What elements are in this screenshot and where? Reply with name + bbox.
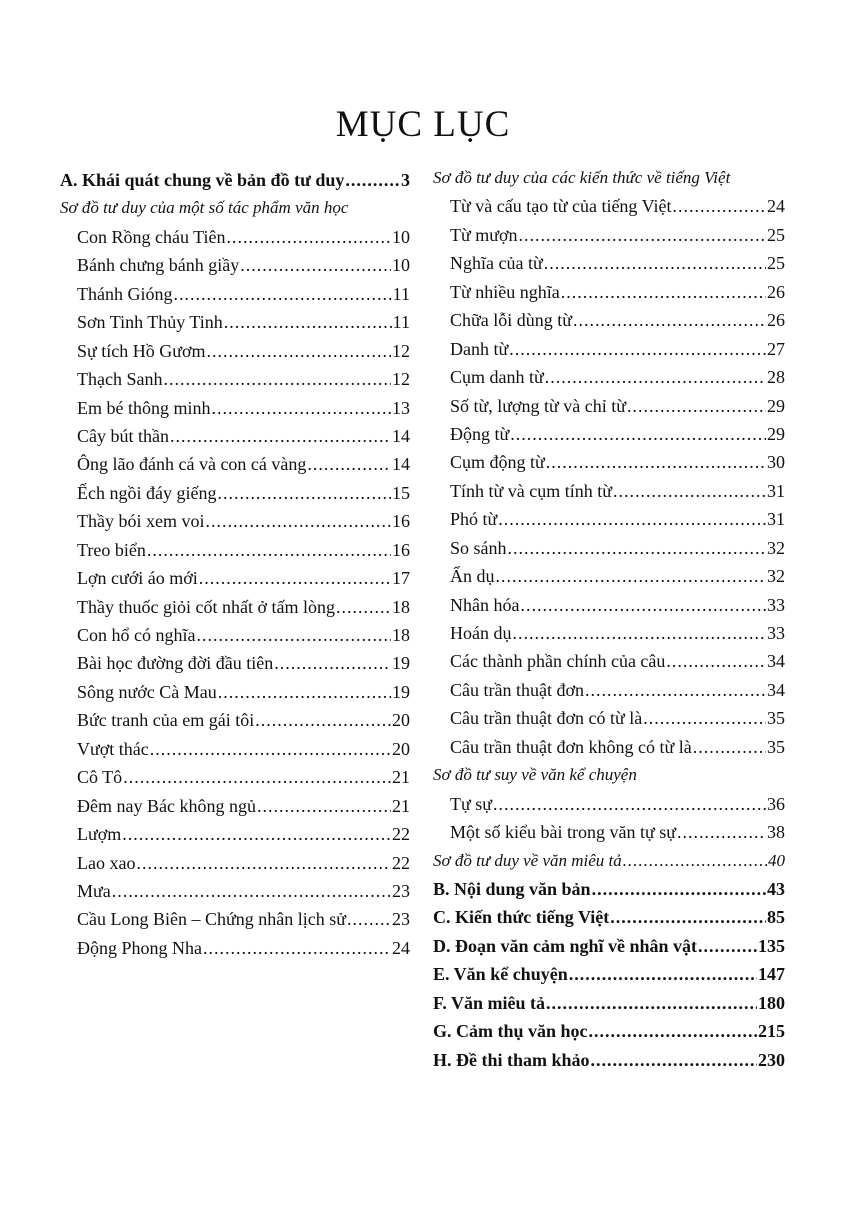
toc-page-number: 38	[767, 822, 785, 843]
dot-leader	[627, 392, 766, 420]
dot-leader	[217, 479, 391, 507]
dot-leader	[197, 621, 392, 649]
toc-page-number: 147	[758, 964, 785, 985]
toc-page-number: 29	[767, 423, 785, 444]
toc-page-number: 35	[767, 708, 785, 729]
toc-left-column	[60, 166, 410, 962]
toc-entry[interactable]	[433, 278, 785, 306]
toc-page-number: 40	[768, 850, 785, 870]
toc-entry-title: Câu trần thuật đơn	[450, 679, 584, 700]
toc-entry[interactable]	[433, 704, 785, 732]
toc-page-number: 135	[758, 935, 785, 956]
toc-entry-title: C. Kiến thức tiếng Việt	[433, 907, 610, 928]
toc-entry[interactable]	[60, 905, 410, 933]
toc-entry-title: Vượt thác	[77, 738, 149, 759]
toc-entry[interactable]	[60, 706, 410, 734]
dot-leader	[173, 280, 391, 308]
dot-leader	[510, 420, 766, 448]
toc-entry-title: Tính từ và cụm tính từ	[450, 480, 612, 501]
toc-entry-title: Từ nhiều nghĩa	[450, 281, 560, 302]
toc-page-number: 19	[392, 681, 410, 702]
toc-entry-title: Con Rồng cháu Tiên	[77, 226, 226, 247]
dot-leader	[573, 306, 766, 334]
dot-leader	[569, 960, 757, 988]
toc-entry-title: E. Văn kể chuyện	[433, 964, 568, 985]
toc-entry-title: Các thành phần chính của câu	[450, 651, 666, 672]
toc-section-entry[interactable]	[433, 960, 785, 988]
dot-leader	[613, 477, 766, 505]
toc-entry[interactable]	[433, 591, 785, 619]
toc-entry-title: D. Đoạn văn cảm nghĩ về nhân vật	[433, 935, 698, 956]
toc-page-number: 25	[767, 224, 785, 245]
toc-right-column	[433, 164, 785, 1074]
toc-entry[interactable]	[60, 223, 410, 251]
toc-entry-title: Mưa	[77, 880, 111, 901]
toc-page-number: 20	[392, 738, 410, 759]
toc-section-entry[interactable]	[433, 989, 785, 1017]
dot-leader	[513, 619, 767, 647]
dot-leader	[170, 422, 391, 450]
toc-entry-title: G. Cảm thụ văn học	[433, 1021, 588, 1042]
toc-entry-title: Lợn cưới áo mới	[77, 568, 198, 589]
toc-entry-title: Một số kiểu bài trong văn tự sự	[450, 822, 676, 843]
toc-page-number: 34	[767, 651, 785, 672]
toc-entry[interactable]	[60, 536, 410, 564]
toc-entry-title: Đêm nay Bác không ngủ	[77, 795, 256, 816]
toc-page-number: 33	[767, 623, 785, 643]
toc-page-number: 14	[392, 454, 410, 475]
dot-leader	[519, 221, 766, 249]
toc-page-number: 22	[392, 824, 410, 845]
toc-entry[interactable]	[433, 676, 785, 704]
toc-section-entry[interactable]	[433, 1046, 785, 1074]
toc-entry[interactable]	[433, 420, 785, 448]
toc-page-number: 35	[767, 736, 785, 757]
dot-leader	[509, 335, 766, 363]
dot-leader	[122, 820, 391, 848]
dot-leader	[203, 934, 391, 962]
toc-entry-title: Thánh Gióng	[77, 283, 173, 304]
toc-entry[interactable]	[60, 792, 410, 820]
toc-entry-title: Phó từ	[450, 509, 498, 530]
toc-page-number: 22	[392, 852, 410, 873]
dot-leader	[345, 166, 400, 194]
dot-leader	[224, 308, 392, 336]
toc-page-number: 13	[392, 397, 410, 418]
dot-leader	[673, 192, 766, 220]
dot-leader	[585, 676, 766, 704]
toc-page-number: 15	[392, 482, 410, 503]
toc-entry-title: Thầy thuốc giỏi cốt nhất ở tấm lòng	[77, 596, 335, 617]
dot-leader	[123, 763, 391, 791]
dot-leader	[693, 733, 766, 761]
toc-entry-title: Thạch Sanh	[77, 369, 163, 390]
dot-leader	[677, 818, 766, 846]
toc-entry-title: Nghĩa của từ	[450, 253, 543, 274]
toc-entry[interactable]	[60, 735, 410, 763]
toc-entry-title: Em bé thông minh	[77, 397, 211, 418]
toc-page-number: 20	[392, 710, 410, 731]
toc-page-number: 180	[758, 992, 785, 1013]
toc-entry[interactable]	[60, 877, 410, 905]
toc-entry[interactable]	[60, 251, 410, 279]
toc-page-number: 21	[392, 795, 410, 816]
toc-page-number: 215	[758, 1021, 785, 1042]
toc-entry-title: Ẩn dụ	[450, 566, 495, 587]
toc-entry[interactable]	[60, 678, 410, 706]
toc-entry-title: A. Khái quát chung về bản đồ tư duy	[60, 170, 345, 190]
toc-entry-title: Sơ đồ tư suy về văn kể chuyện	[433, 765, 637, 785]
dot-leader	[508, 534, 766, 562]
toc-page-number: 30	[767, 452, 785, 473]
toc-entry-title: B. Nội dung văn bản	[433, 878, 591, 899]
toc-entry-title: Ông lão đánh cá và con cá vàng	[77, 454, 307, 475]
dot-leader	[592, 875, 766, 903]
dot-leader	[112, 877, 391, 905]
toc-entry-title: Bài học đường đời đầu tiên	[77, 653, 274, 674]
dot-leader	[212, 394, 392, 422]
dot-leader	[227, 223, 391, 251]
toc-page-number: 31	[767, 480, 785, 501]
toc-page-number: 21	[392, 767, 410, 788]
dot-leader	[255, 706, 391, 734]
toc-entry-title: Bánh chưng bánh giầy	[77, 255, 240, 276]
toc-page-number: 10	[392, 226, 410, 247]
toc-page-number: 24	[767, 196, 785, 217]
toc-entry-title: Cụm động từ	[450, 452, 545, 473]
toc-entry-title: Lượm	[77, 824, 122, 845]
toc-entry[interactable]	[60, 564, 410, 592]
toc-page-number: 10	[392, 255, 410, 276]
dot-leader	[666, 647, 766, 675]
dot-leader	[199, 564, 391, 592]
toc-entry-title: Động Phong Nha	[77, 937, 202, 958]
toc-section-entry[interactable]	[433, 903, 785, 931]
toc-page-number: 11	[392, 283, 410, 304]
toc-entry[interactable]	[433, 249, 785, 277]
dot-leader	[147, 536, 391, 564]
toc-entry-title: Số từ, lượng từ và chỉ từ	[450, 395, 627, 416]
toc-entry-title: Động từ	[450, 423, 510, 444]
dot-leader	[610, 903, 766, 931]
toc-subheading[interactable]	[433, 164, 785, 192]
toc-entry[interactable]	[433, 192, 785, 220]
toc-entry[interactable]	[433, 619, 785, 647]
toc-entry[interactable]	[60, 308, 410, 336]
toc-entry-title: Câu trần thuật đơn không có từ là	[450, 736, 692, 757]
toc-entry[interactable]	[433, 733, 785, 761]
toc-entry[interactable]	[60, 337, 410, 365]
toc-entry-title: So sánh	[450, 537, 507, 558]
toc-page-number: 32	[767, 537, 785, 558]
toc-page-number: 26	[767, 281, 785, 302]
toc-entry[interactable]	[60, 507, 410, 535]
dot-leader	[698, 932, 757, 960]
toc-page-number: 18	[392, 625, 410, 645]
toc-page-number: 19	[392, 653, 410, 674]
toc-entry[interactable]	[433, 392, 785, 420]
toc-entry[interactable]	[433, 448, 785, 476]
toc-page-number: 25	[767, 253, 785, 274]
dot-leader	[544, 249, 766, 277]
toc-entry[interactable]	[433, 562, 785, 590]
dot-leader	[218, 678, 391, 706]
toc-entry-title: Sơ đồ tư duy của các kiến thức về tiếng Việt	[433, 168, 731, 187]
toc-entry-title: Sơ đồ tư duy của một số tác phẩm văn học	[60, 198, 349, 218]
toc-entry[interactable]	[60, 593, 410, 621]
dot-leader	[205, 507, 391, 535]
toc-entry[interactable]	[60, 849, 410, 877]
page-title: MỤC LỤC	[335, 103, 511, 145]
toc-page-number: 29	[767, 395, 785, 416]
toc-entry[interactable]	[60, 934, 410, 962]
toc-entry[interactable]	[60, 649, 410, 677]
toc-entry-title: Sơ đồ tư duy về văn miêu tả	[433, 850, 622, 870]
toc-entry-title: F. Văn miêu tả	[433, 992, 546, 1013]
toc-page-number: 43	[767, 878, 785, 899]
toc-entry-title: Danh từ	[450, 338, 509, 359]
toc-page-number: 11	[392, 312, 410, 333]
toc-section-entry[interactable]	[433, 932, 785, 960]
toc-section-entry[interactable]	[60, 166, 410, 194]
dot-leader	[307, 450, 391, 478]
toc-page-number: 28	[767, 367, 785, 388]
toc-entry-title: Lao xao	[77, 852, 136, 873]
toc-entry-title: Tự sự	[450, 793, 493, 814]
toc-page-number: 26	[767, 310, 785, 331]
toc-page-number: 23	[392, 880, 410, 901]
toc-page-number: 33	[767, 594, 785, 615]
dot-leader	[257, 792, 391, 820]
dot-leader	[493, 790, 766, 818]
toc-entry[interactable]	[433, 335, 785, 363]
toc-entry-title: Sự tích Hồ Gươm	[77, 340, 206, 361]
toc-entry[interactable]	[60, 621, 410, 649]
toc-entry-title: Câu trần thuật đơn có từ là	[450, 708, 643, 729]
dot-leader	[150, 735, 391, 763]
toc-entry[interactable]	[60, 422, 410, 450]
toc-page-number: 34	[767, 679, 785, 700]
dot-leader	[546, 989, 757, 1017]
toc-entry[interactable]	[60, 763, 410, 791]
toc-page-number: 17	[392, 568, 410, 589]
toc-entry[interactable]	[433, 534, 785, 562]
toc-entry-title: Thầy bói xem voi	[77, 511, 205, 532]
toc-entry[interactable]	[433, 221, 785, 249]
toc-page-number: 32	[767, 566, 785, 587]
toc-entry-title: Hoán dụ	[450, 623, 512, 643]
toc-entry-title: Cô Tô	[77, 767, 123, 788]
toc-entry-title: Con hổ có nghĩa	[77, 625, 196, 645]
toc-entry[interactable]	[60, 479, 410, 507]
toc-page-number: 23	[392, 909, 410, 930]
dot-leader	[336, 593, 391, 621]
toc-entry-title: Cầu Long Biên – Chứng nhân lịch sử	[77, 909, 346, 930]
toc-entry-title: Bức tranh của em gái tôi	[77, 710, 255, 731]
toc-entry[interactable]	[433, 790, 785, 818]
toc-entry-title: Từ mượn	[450, 224, 518, 245]
dot-leader	[643, 704, 766, 732]
dot-leader	[347, 905, 391, 933]
dot-leader	[496, 562, 767, 590]
toc-entry[interactable]	[433, 477, 785, 505]
toc-entry[interactable]	[60, 820, 410, 848]
toc-entry[interactable]	[60, 365, 410, 393]
toc-page-number: 31	[767, 509, 785, 530]
dot-leader	[274, 649, 391, 677]
toc-page-number: 36	[767, 793, 785, 814]
toc-page-number: 3	[401, 170, 410, 190]
dot-leader	[163, 365, 391, 393]
dot-leader	[591, 1046, 757, 1074]
toc-entry-title: H. Đề thi tham khảo	[433, 1049, 590, 1070]
dot-leader	[207, 337, 391, 365]
toc-entry-title: Nhân hóa	[450, 594, 520, 615]
toc-entry-title: Sơn Tinh Thủy Tinh	[77, 312, 223, 333]
toc-entry-title: Chữa lỗi dùng từ	[450, 310, 573, 331]
dot-leader	[546, 448, 766, 476]
toc-page-number: 18	[392, 596, 410, 617]
toc-page-number: 27	[767, 338, 785, 359]
toc-subheading[interactable]	[60, 194, 410, 222]
dot-leader	[561, 278, 766, 306]
toc-entry[interactable]	[433, 505, 785, 533]
toc-entry[interactable]	[433, 363, 785, 391]
dot-leader	[498, 505, 766, 533]
toc-page-number: 24	[392, 937, 410, 958]
toc-page-number: 230	[758, 1049, 785, 1070]
toc-entry-title: Cây bút thần	[77, 425, 169, 446]
toc-section-entry[interactable]	[433, 875, 785, 903]
toc-entry-title: Ếch ngồi đáy giếng	[77, 482, 217, 503]
dot-leader	[589, 1017, 757, 1045]
toc-page-number: 85	[767, 907, 785, 928]
toc-section-entry[interactable]	[433, 1017, 785, 1045]
dot-leader	[240, 251, 391, 279]
toc-subheading[interactable]	[433, 761, 785, 789]
dot-leader	[520, 591, 766, 619]
toc-page-number: 16	[392, 539, 410, 560]
dot-leader	[136, 849, 391, 877]
toc-entry-title: Cụm danh từ	[450, 367, 544, 388]
toc-page-number: 12	[392, 369, 410, 390]
toc-page-number: 12	[392, 340, 410, 361]
toc-page-number: 16	[392, 511, 410, 532]
toc-entry-title: Sông nước Cà Mau	[77, 681, 217, 702]
dot-leader	[623, 847, 767, 875]
toc-page-number: 14	[392, 425, 410, 446]
toc-subheading[interactable]	[433, 847, 785, 875]
toc-entry[interactable]	[60, 280, 410, 308]
toc-entry-title: Treo biển	[77, 539, 146, 560]
toc-entry[interactable]	[433, 306, 785, 334]
dot-leader	[545, 363, 766, 391]
toc-entry[interactable]	[433, 818, 785, 846]
toc-entry[interactable]	[60, 394, 410, 422]
toc-entry[interactable]	[60, 450, 410, 478]
toc-entry-title: Từ và cấu tạo từ của tiếng Việt	[450, 196, 672, 217]
toc-entry[interactable]	[433, 647, 785, 675]
